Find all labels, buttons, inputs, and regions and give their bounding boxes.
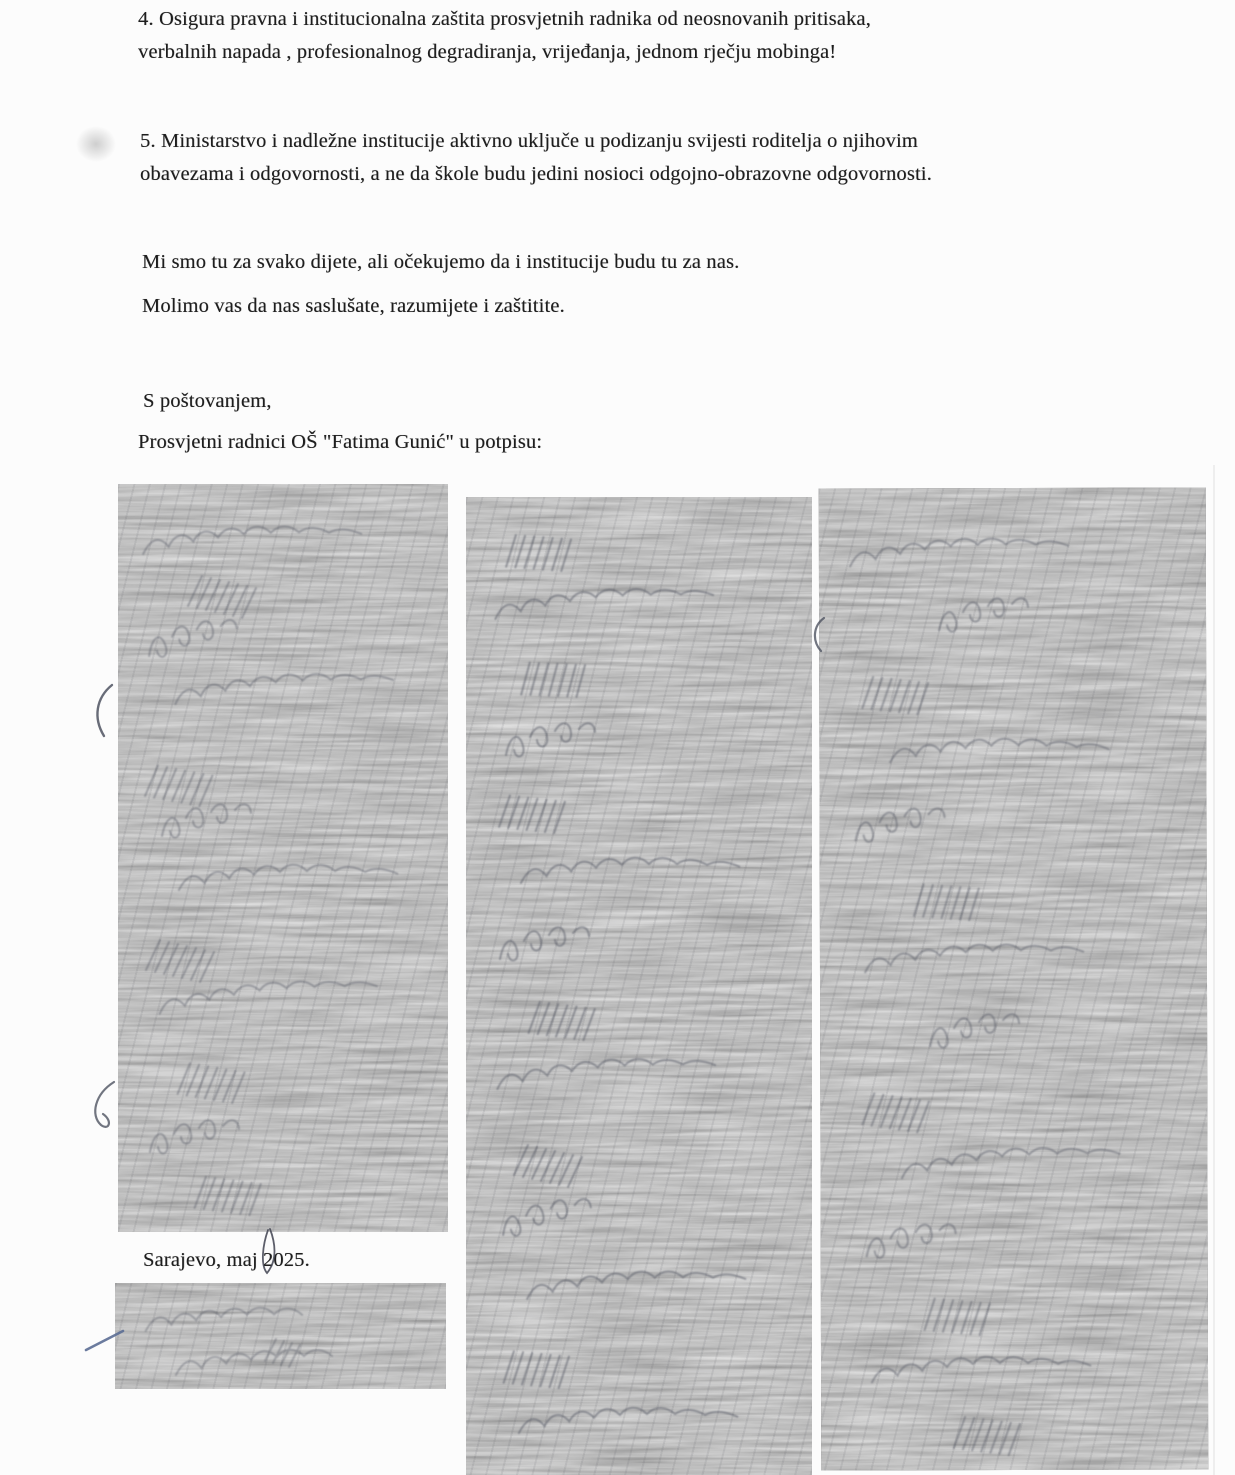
pen-stroke-paren-between-columns [808, 616, 828, 654]
redacted-signature-strip-bottom [115, 1283, 446, 1389]
statement-plea: Molimo vas da nas saslušate, razumijete i zaštitite. [142, 295, 565, 317]
paragraph-item5-line2: obavezama i odgovornosti, a ne da škole budu jedini nosioci odgojno-obrazovne odgovornosti. [140, 163, 932, 185]
pen-stroke-blue-diagonal [84, 1324, 126, 1354]
place-date-line: Sarajevo, maj 2025. [143, 1249, 310, 1271]
scan-smudge [76, 126, 116, 162]
statement-we-are-here: Mi smo tu za svako dijete, ali očekujemo da i institucije budu tu za nas. [142, 251, 740, 273]
pen-stroke-paren-left-upper [90, 682, 116, 740]
paragraph-item4-line1: 4. Osigura pravna i institucionalna zaštita prosvjetnih radnika od neosnovanih pritisaka, [138, 8, 871, 30]
redacted-signature-block-left [118, 484, 448, 1232]
redacted-signature-block-right [819, 487, 1209, 1470]
pen-stroke-loop-through-date [258, 1228, 284, 1278]
scan-seam-line [1213, 465, 1215, 1475]
paragraph-item4-line2: verbalnih napada , profesionalnog degradiranja, vrijeđanja, jednom rječju mobinga! [138, 41, 837, 63]
redacted-signature-block-middle [466, 497, 812, 1475]
paragraph-item5-line1: 5. Ministarstvo i nadležne institucije aktivno uključe u podizanju svijesti roditelja o njihovim [140, 130, 918, 152]
signatories-intro: Prosvjetni radnici OŠ "Fatima Gunić" u potpisu: [138, 431, 543, 453]
pen-stroke-loop-left-lower [88, 1080, 118, 1132]
closing-salutation: S poštovanjem, [143, 390, 272, 412]
